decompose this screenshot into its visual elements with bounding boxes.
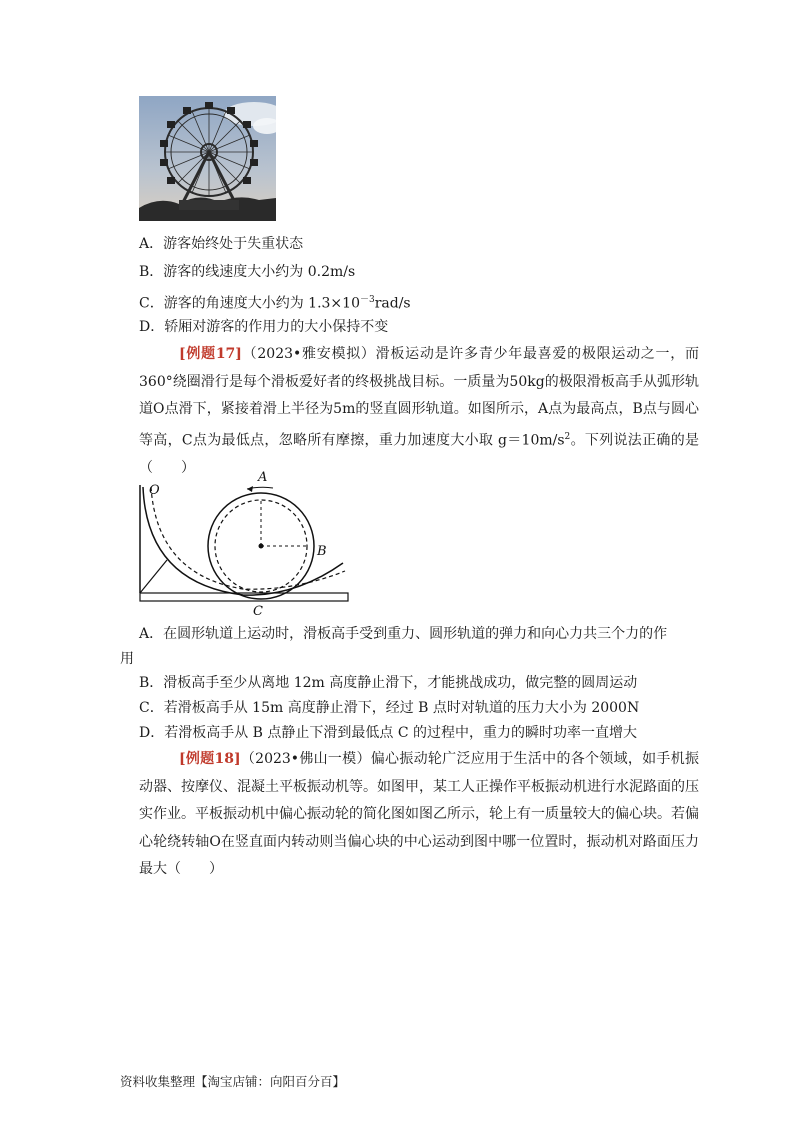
q16-option-b: B．游客的线速度大小约为 0.2m/s xyxy=(139,264,356,280)
support-strut xyxy=(140,560,167,593)
q17-option-a-cont: 用 xyxy=(120,651,134,667)
center-point xyxy=(259,544,264,549)
label-a: A xyxy=(258,470,268,485)
label-o: O xyxy=(149,483,160,498)
q17-option-c: C．若滑板高手从 15m 高度静止滑下，经过 B 点时对轨道的压力大小为 2000N xyxy=(139,700,640,716)
ferris-wheel-photo xyxy=(139,96,276,221)
q16-option-a: A．游客始终处于失重状态 xyxy=(139,236,304,252)
arrow-head-icon xyxy=(247,486,253,492)
q17-label: [例题17] xyxy=(179,346,242,362)
q18-stem: [例题18]（2023•佛山一模）偏心振动轮广泛应用于生活中的各个领域，如手机振动器、按摩仪、混凝土平板振动机等。如图甲，某工人正操作平板振动机进行水泥路面的压实作业。平板振动机中偏心振动轮的简化图如图乙所示，轮上有一质量较大的偏心块。若偏心轮绕转轴O在竖直面内转动则当偏心块的中心运动到图中哪一位置时，振动机对路面压力最大（ ） xyxy=(139,751,700,877)
q17-option-d: D．若滑板高手从 B 点静止下滑到最低点 C 的过程中，重力的瞬时功率一直增大 xyxy=(139,725,638,741)
q17-option-b: B．滑板高手至少从离地 12m 高度静止滑下，才能挑战成功，做完整的圆周运动 xyxy=(139,675,638,691)
q16-option-d: D．轿厢对游客的作用力的大小保持不变 xyxy=(139,319,389,335)
label-c: C xyxy=(253,604,263,617)
label-b: B xyxy=(317,544,327,559)
ground xyxy=(140,593,348,601)
footer-source: 资料收集整理【淘宝店铺：向阳百分百】 xyxy=(120,1074,346,1089)
q18-label: [例题18] xyxy=(179,751,241,767)
q17-stem: [例题17]（2023•雅安模拟）滑板运动是许多青少年最喜爱的极限运动之一，而360°绕圈滑行是每个滑板爱好者的终极挑战目标。一质量为50kg的极限滑板高手从弧形轨道O点滑下，紧接着滑上半径为5m的竖直圆形轨道。如图所示，A点为最高点，B点与圆心等高，C点为最低点，忽略所有摩擦，重力加速度大小取 $g=10m/s^2$。下列说法正确的是（ ） xyxy=(139,346,699,476)
loop-track-diagram xyxy=(135,465,353,617)
q17-option-a: A．在圆形轨道上运动时，滑板高手受到重力、圆形轨道的弹力和向心力共三个力的作 xyxy=(139,626,668,642)
q16-option-c: C．游客的角速度大小约为 $1.3\times 10^{-3}rad/s$ xyxy=(139,295,411,312)
